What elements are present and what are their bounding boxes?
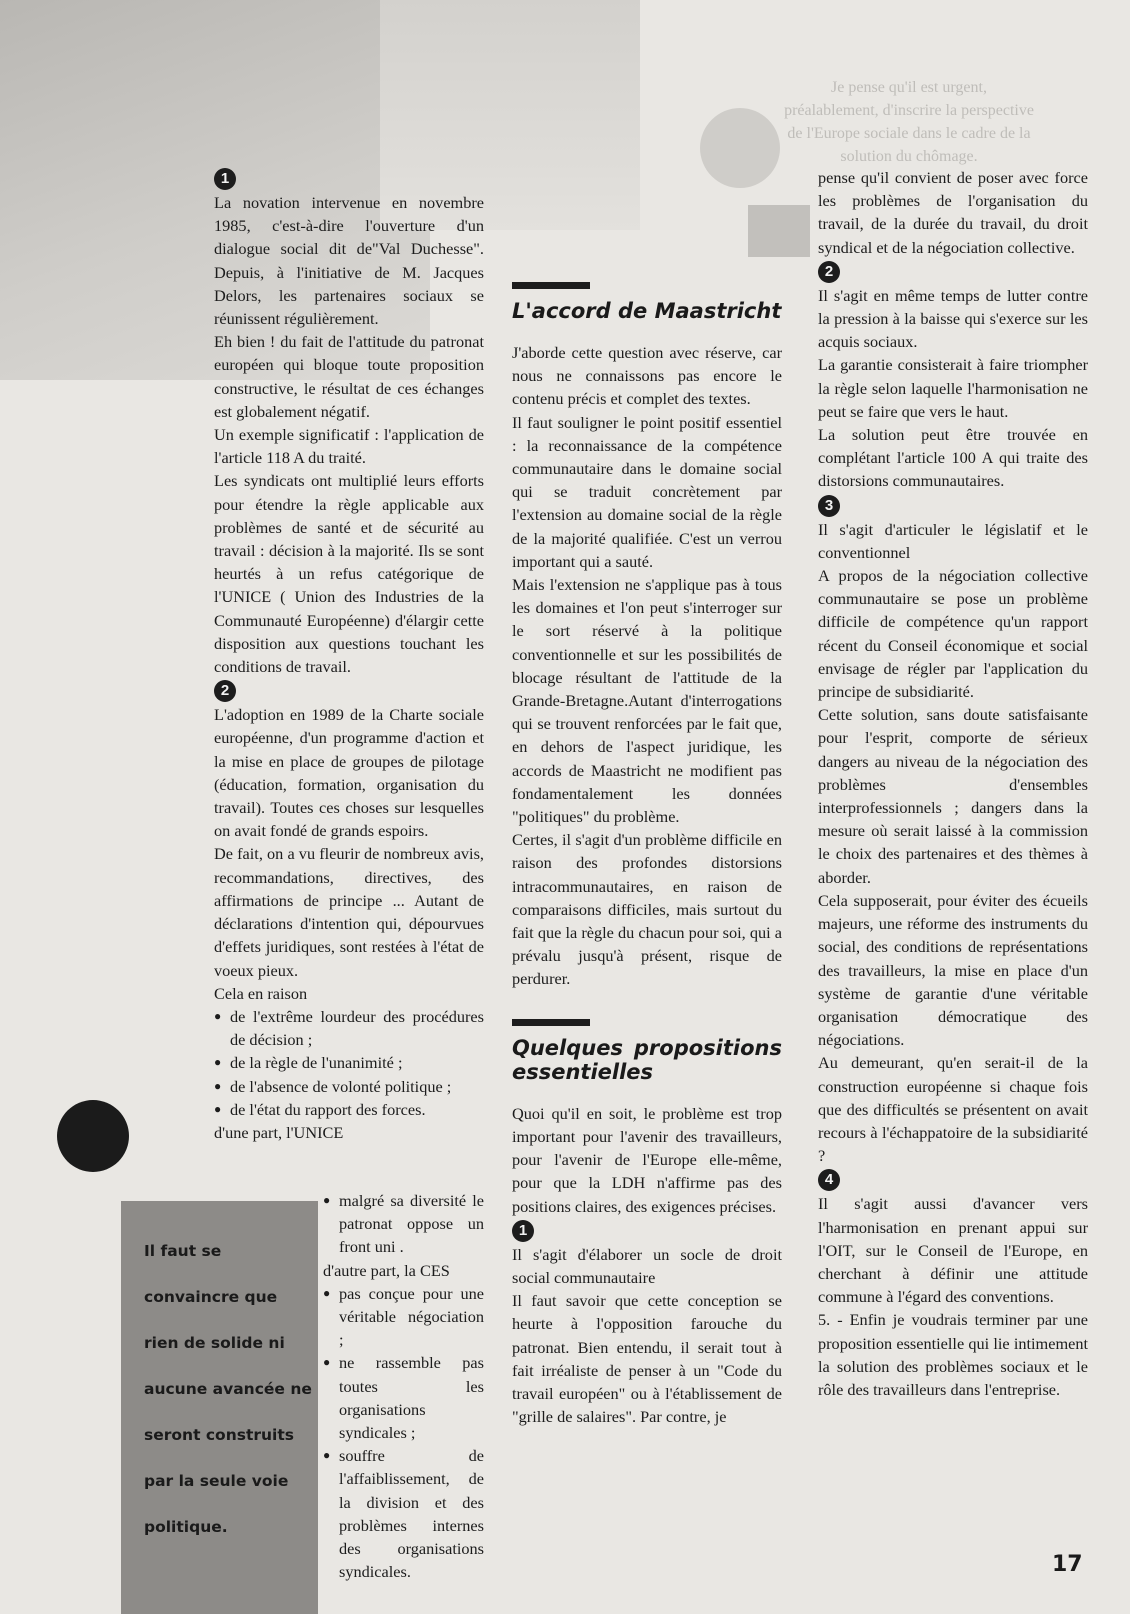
show-through-circle — [700, 108, 780, 188]
column-3 — [818, 166, 1088, 1401]
paragraph: La novation intervenue en novembre 1985, c'est-à-dire l'ouverture d'un dialogue social dit de"Val Duchesse". Depuis, à l'initiative de M. Jacques Delors, les partenaires sociaux se réunissent régulièrement. — [214, 193, 484, 329]
list-item: ● de la règle de l'unanimité ; — [214, 1051, 484, 1074]
column-1-continued — [323, 1189, 484, 1583]
decorative-circle — [57, 1100, 129, 1172]
paragraph: Cela en raison — [214, 983, 308, 1003]
ces-list — [323, 1282, 484, 1584]
paragraph: Il s'agit aussi d'avancer vers l'harmonisation en prenant appui sur l'OIT, sur le Conseil de l'Europe, en cherchant à définir une attitude commune à l'égard des conventions. — [818, 1194, 1088, 1307]
unice-list — [323, 1189, 484, 1259]
list-item: ● souffre de l'affaiblissement, de la division et des problèmes internes des organisations syndicales. — [323, 1444, 484, 1583]
paragraph: Il s'agit en même temps de lutter contre la pression à la baisse qui s'exerce sur les acquis sociaux. — [818, 285, 1088, 352]
paragraph: A propos de la négociation collective communautaire se pose un problème difficile de compétence qu'un rapport récent du Conseil économique et social envisage de régler par l'application du principe de subsidiarité. — [818, 566, 1088, 702]
section-number-4: 4 — [818, 1169, 840, 1191]
column-1 — [214, 166, 484, 1144]
paragraph: pense qu'il convient de poser avec force les problèmes de l'organisation du travail, de la durée du travail, du droit syndical et de la négociation collective. — [818, 168, 1088, 257]
heading-rule — [512, 1019, 590, 1026]
paragraph: Il faut souligner le point positif essentiel : la reconnaissance de la compétence communautaire dans le domaine social qui se traduit concrètement par l'extension au domaine social de la règle de la majorité qualifiée. C'est un verrou important qui a sauté. — [512, 412, 782, 571]
list-item: ● ne rassemble pas toutes les organisations syndicales ; — [323, 1351, 484, 1444]
paragraph: De fait, on a vu fleurir de nombreux avis, recommandations, directives, des affirmations de principe ... Autant de déclarations d'intention qui, dépourvues d'effets juridiques, sont restées à l'état de voeux pieux. — [214, 844, 484, 980]
section-heading-maastricht: L'accord de Maastricht — [512, 299, 782, 323]
show-through-text: Je pense qu'il est urgent, préalablement, d'inscrire la perspective de l'Europe sociale dans le cadre de la solution du chômage. — [784, 79, 1034, 165]
page-number: 17 — [1052, 1552, 1083, 1577]
paragraph: Certes, il s'agit d'un problème difficile en raison des profondes distorsions intracommunautaires, en raison de comparaisons difficiles, mais surtout du fait que la règle du chacun pour soi, qui a prévalu jusqu'à présent, risque de perdurer. — [512, 830, 782, 989]
section-number-2: 2 — [818, 261, 840, 283]
paragraph: Eh bien ! du fait de l'attitude du patronat européen qui bloque toute proposition constructive, le résultat de ces échanges est globalement négatif. — [214, 332, 484, 421]
paragraph: La garantie consisterait à faire triompher la règle selon laquelle l'harmonisation ne peut se faire que vers le haut. — [818, 355, 1088, 421]
column-2 — [512, 274, 782, 1428]
paragraph: Quoi qu'il en soit, le problème est trop important pour l'avenir des travailleurs, pour l'avenir de l'Europe elle-même, pour que la LDH n'affirme pas des positions claires, des exigences précises. — [512, 1103, 782, 1216]
paragraph: Les syndicats ont multiplié leurs efforts pour étendre la règle applicable aux problèmes de santé et de sécurité au travail : décision à la majorité. Ils se sont heurtés à un refus catégorique de l'UNICE ( Union des Industries de la Communauté Européenne) d'élargir cette disposition aux questions touchant les conditions de travail. — [214, 471, 484, 677]
paragraph: La solution peut être trouvée en complétant l'article 100 A qui traite des distorsions communautaires. — [818, 425, 1088, 491]
list-item: ● de l'état du rapport des forces. — [214, 1098, 484, 1121]
heading-rule — [512, 282, 590, 289]
paragraph: L'adoption en 1989 de la Charte sociale européenne, d'un programme d'action et la mise en place de groupes de pilotage (éducation, formation, organisation du travail). Toutes ces choses sur lesquelles on avait fondé de grands espoirs. — [214, 705, 484, 841]
section-heading-propositions: Quelques propositions essentielles — [512, 1035, 782, 1084]
paragraph: 5. - Enfin je voudrais terminer par une proposition essentielle qui lie intimement la solution des problèmes sociaux et le rôle des travailleurs dans l'entreprise. — [818, 1310, 1088, 1399]
paragraph: Un exemple significatif : l'application de l'article 118 A du traité. — [214, 425, 484, 468]
pull-quote: Il faut se convaincre que rien de solide ni aucune avancée ne seront construits par la seule voie politique. — [144, 1242, 312, 1536]
paragraph: Il s'agit d'articuler le législatif et le conventionnel — [818, 519, 1088, 562]
section-number-3: 3 — [818, 495, 840, 517]
list-item: ● pas conçue pour une véritable négociation ; — [323, 1282, 484, 1352]
paragraph: d'autre part, la CES — [323, 1260, 450, 1280]
paragraph: Il faut savoir que cette conception se heurte à l'opposition farouche du patronat. Bien entendu, il serait tout à fait irréaliste de penser à un "Code du travail européen" ou à l'établissement de "grille de salaires". Par contre, je — [512, 1291, 782, 1427]
paragraph: J'aborde cette question avec réserve, car nous ne connaissons pas encore le contenu précis et complet des textes. — [512, 343, 782, 409]
list-item: ● de l'extrême lourdeur des procédures de décision ; — [214, 1005, 484, 1051]
paragraph: Cette solution, sans doute satisfaisante pour l'esprit, comporte de sérieux dangers au niveau de la négociation des problèmes d'ensembles interprofessionnels ; dangers dans la mesure où serait laissé à la commission le choix des partenaires et des thèmes à aborder. — [818, 705, 1088, 887]
show-through-box — [748, 205, 810, 257]
list-item: ● malgré sa diversité le patronat oppose un front uni . — [323, 1189, 484, 1259]
list-item: ● de l'absence de volonté politique ; — [214, 1075, 484, 1098]
paragraph: Cela supposerait, pour éviter des écueils majeurs, une réforme des instruments du social, des conditions de représentations des travailleurs, la mise en place d'un système de garantie d'une véritable organisation démocratique des négociations. — [818, 890, 1088, 1050]
paragraph: Il s'agit d'élaborer un socle de droit social communautaire — [512, 1244, 782, 1287]
paragraph: Mais l'extension ne s'applique pas à tous les domaines et l'on peut s'interroger sur le sort réservé à la politique conventionnelle et sur les possibilités de blocage résultant de l'attitude de la Grande-Bretagne.Autant d'interrogations qui se trouvent renforcées par le fait que, en dehors de l'aspect juridique, les accords de Maastricht ne modifient pas fondamentalement les données "politiques" du problème. — [512, 575, 782, 827]
section-number-2: 2 — [214, 680, 236, 702]
paragraph: d'une part, l'UNICE — [214, 1122, 344, 1142]
section-number-1: 1 — [214, 168, 236, 190]
reasons-list — [214, 1005, 484, 1121]
section-number-1: 1 — [512, 1220, 534, 1242]
paragraph: Au demeurant, qu'en serait-il de la construction européenne si chaque fois que des difficultés se présentent on avait recours à l'échappatoire de la subsidiarité ? — [818, 1053, 1088, 1166]
